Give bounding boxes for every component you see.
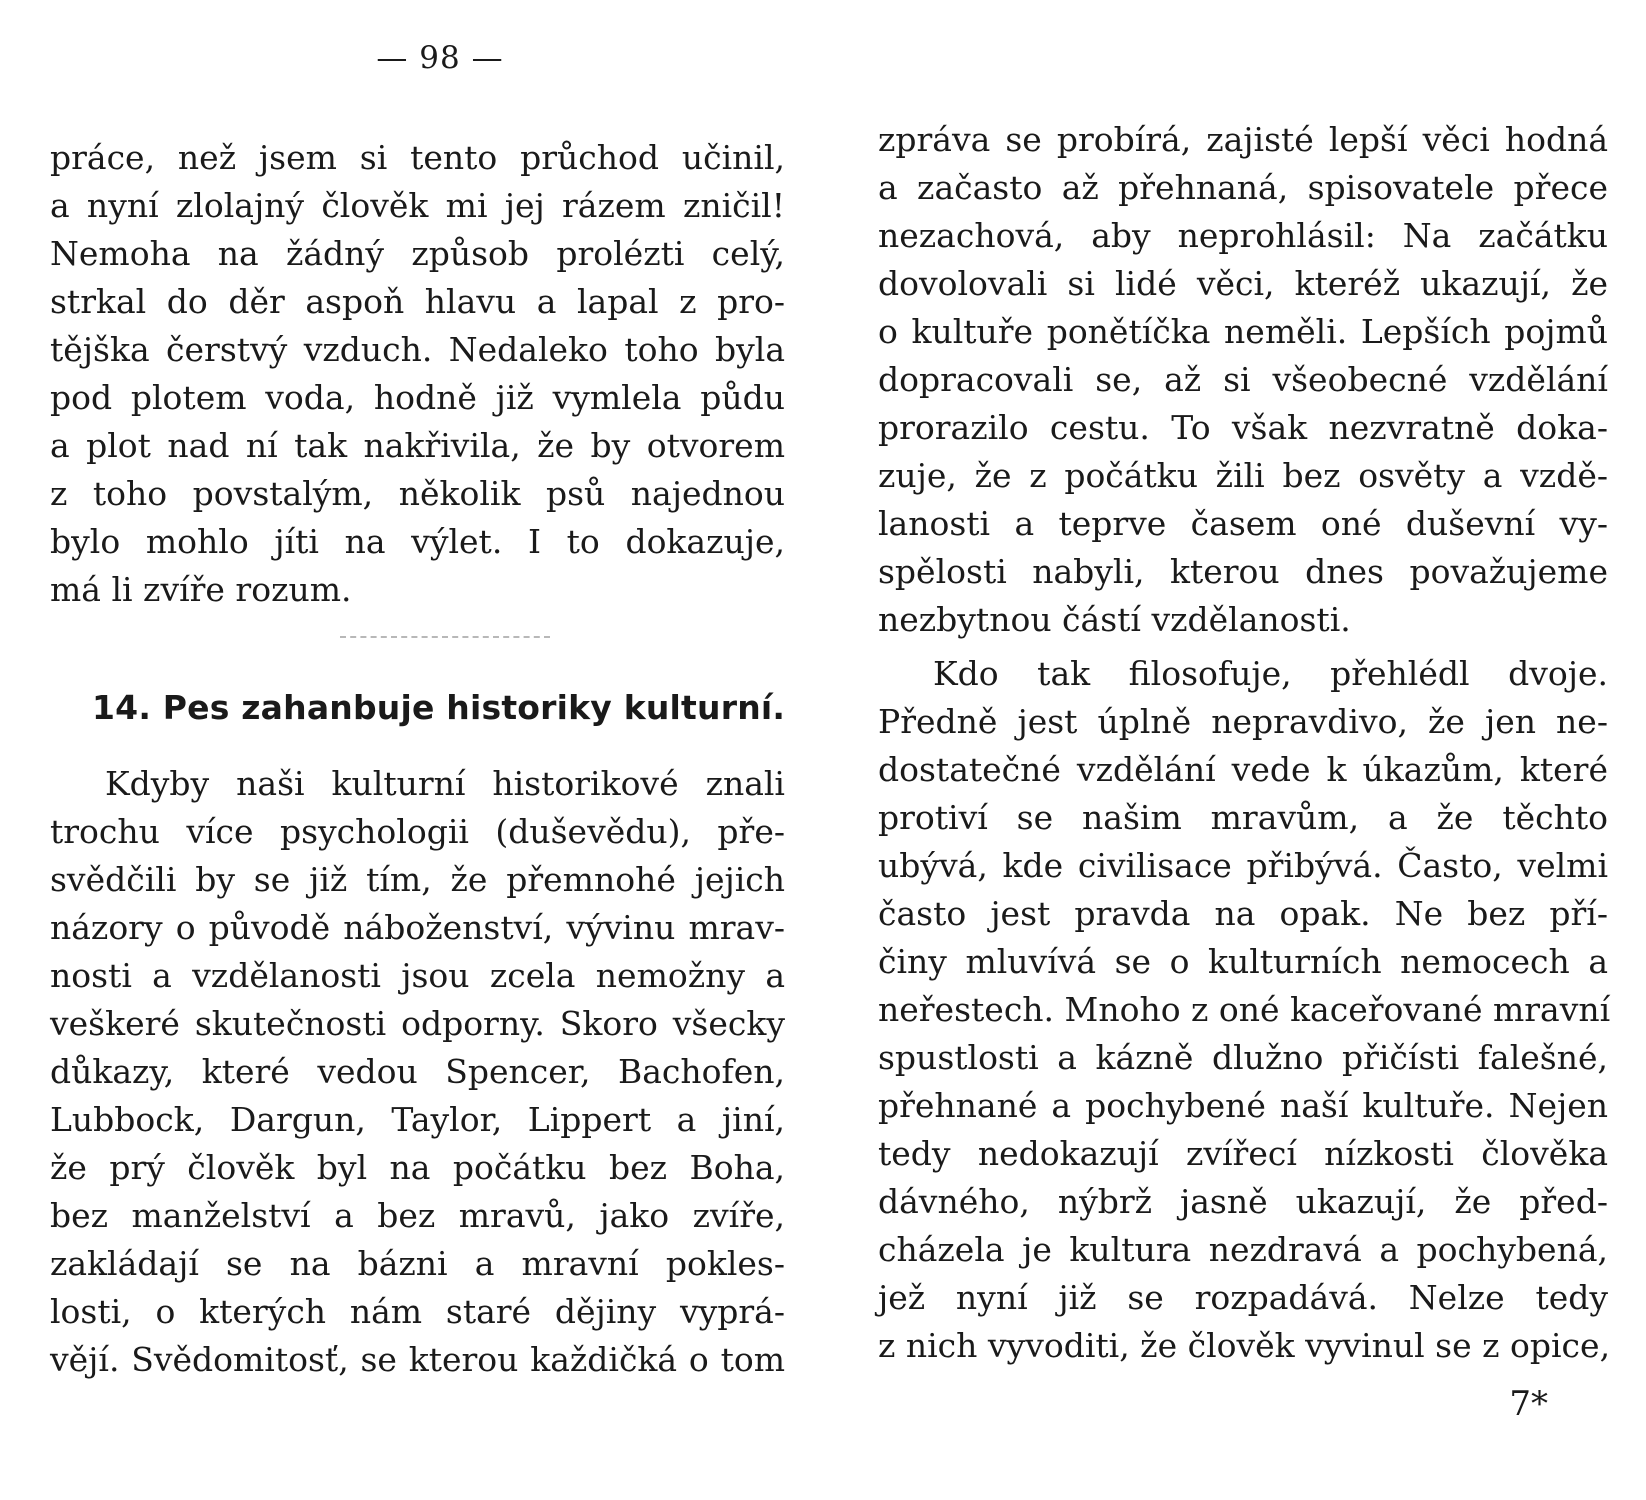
text-line: Kdyby naši kulturní historikové znali [105,764,785,803]
text-line: prorazilo cestu. To však nezvratně doka- [878,408,1608,447]
text-line: nezbytnou částí vzdělanosti. [878,600,1351,639]
text-line: zakládají se na bázni a mravní pokles- [50,1244,785,1283]
right-second-paragraph [878,650,1611,1370]
text-line: názory o původě náboženství, vývinu mrav- [50,908,785,947]
text-line: dávného, nýbrž jasně ukazují, že před- [878,1182,1608,1221]
text-line: lanosti a teprve časem oné duševní vy- [878,504,1608,543]
left-section-paragraph [50,760,785,1384]
text-line: tějška čerstvý vzduch. Nedaleko toho byla [50,330,785,369]
left-top-paragraph [50,134,785,614]
text-line: bylo mohlo jíti na výlet. I to dokazuje, [50,522,785,561]
text-line: svědčili by se již tím, že přemnohé jejich [50,860,785,899]
text-line: zuje, že z počátku žili bez osvěty a vzdě- [878,456,1608,495]
text-line: často jest pravda na opak. Ne bez pří- [878,894,1608,933]
text-line: přehnané a pochybené naší kultuře. Nejen [878,1086,1608,1125]
text-line: bez manželství a bez mravů, jako zvíře, [50,1196,785,1235]
text-line: Nemoha na žádný způsob prolézti celý, [50,234,785,273]
text-line: neřestech. Mnoho z oné kaceřované mravní [878,990,1611,1029]
text-line: trochu více psychologii (duševědu), pře- [50,812,785,851]
text-line: z nich vyvoditi, že člověk vyvinul se z opice, [878,1326,1611,1365]
left-page [50,0,785,1500]
right-page [878,0,1611,1500]
text-line: cházela je kultura nezdravá a pochybená, [878,1230,1608,1269]
text-line: že prý člověk byl na počátku bez Boha, [50,1148,785,1187]
text-line: Lubbock, Dargun, Taylor, Lippert a jiní, [50,1100,785,1139]
text-line: vějí. Svědomitosť, se kterou každičká o tom [50,1340,785,1379]
section-separator [340,636,550,640]
text-line: strkal do děr aspoň hlavu a lapal z pro- [50,282,785,321]
text-line: nosti a vzdělanosti jsou zcela nemožny a [50,956,785,995]
text-line: spustlosti a kázně dlužno přičísti falešné, [878,1038,1608,1077]
text-line: tedy nedokazují zvířecí nízkosti člověka [878,1134,1608,1173]
page-number: — 98 — [376,40,504,76]
text-line: nezachová, aby neprohlásil: Na začátku [878,216,1608,255]
text-line: spělosti nabyli, kterou dnes považujeme [878,552,1608,591]
text-line: a nyní zlolajný člověk mi jej rázem zničil! [50,186,785,225]
text-line: veškeré skutečnosti odporny. Skoro všecky [50,1004,785,1043]
text-line: ubývá, kde civilisace přibývá. Často, velmi [878,846,1608,885]
text-line: losti, o kterých nám staré dějiny vyprá- [50,1292,785,1331]
text-line: činy mluvívá se o kulturních nemocech a [878,942,1608,981]
text-line: pod plotem voda, hodně již vymlela půdu [50,378,785,417]
text-line: dostatečné vzdělání vede k úkazům, které [878,750,1608,789]
text-line: a začasto až přehnaná, spisovatele přece [878,168,1608,207]
text-line: dopracovali se, až si všeobecné vzdělání [878,360,1608,399]
text-line: jež nyní již se rozpadává. Nelze tedy [878,1278,1608,1317]
text-line: a plot nad ní tak nakřivila, že by otvorem [50,426,785,465]
text-line: Předně jest úplně nepravdivo, že jen ne- [878,702,1608,741]
signature-mark: 7* [1509,1384,1548,1424]
text-line: důkazy, které vedou Spencer, Bachofen, [50,1052,785,1091]
text-line: práce, než jsem si tento průchod učinil, [50,138,785,177]
text-line: zpráva se probírá, zajisté lepší věci hodná [878,120,1608,159]
right-top-paragraph [878,116,1608,644]
text-line: protiví se našim mravům, a že těchto [878,798,1608,837]
text-line: má li zvíře rozum. [50,570,352,609]
text-line: Kdo tak filosofuje, přehlédl dvoje. [933,654,1608,693]
text-line: o kultuře ponětíčka neměli. Lepších pojmů [878,312,1608,351]
section-heading: 14. Pes zahanbuje historiky kulturní. [92,688,786,727]
text-line: dovolovali si lidé věci, kteréž ukazují, že [878,264,1608,303]
text-line: z toho povstalým, několik psů najednou [50,474,785,513]
